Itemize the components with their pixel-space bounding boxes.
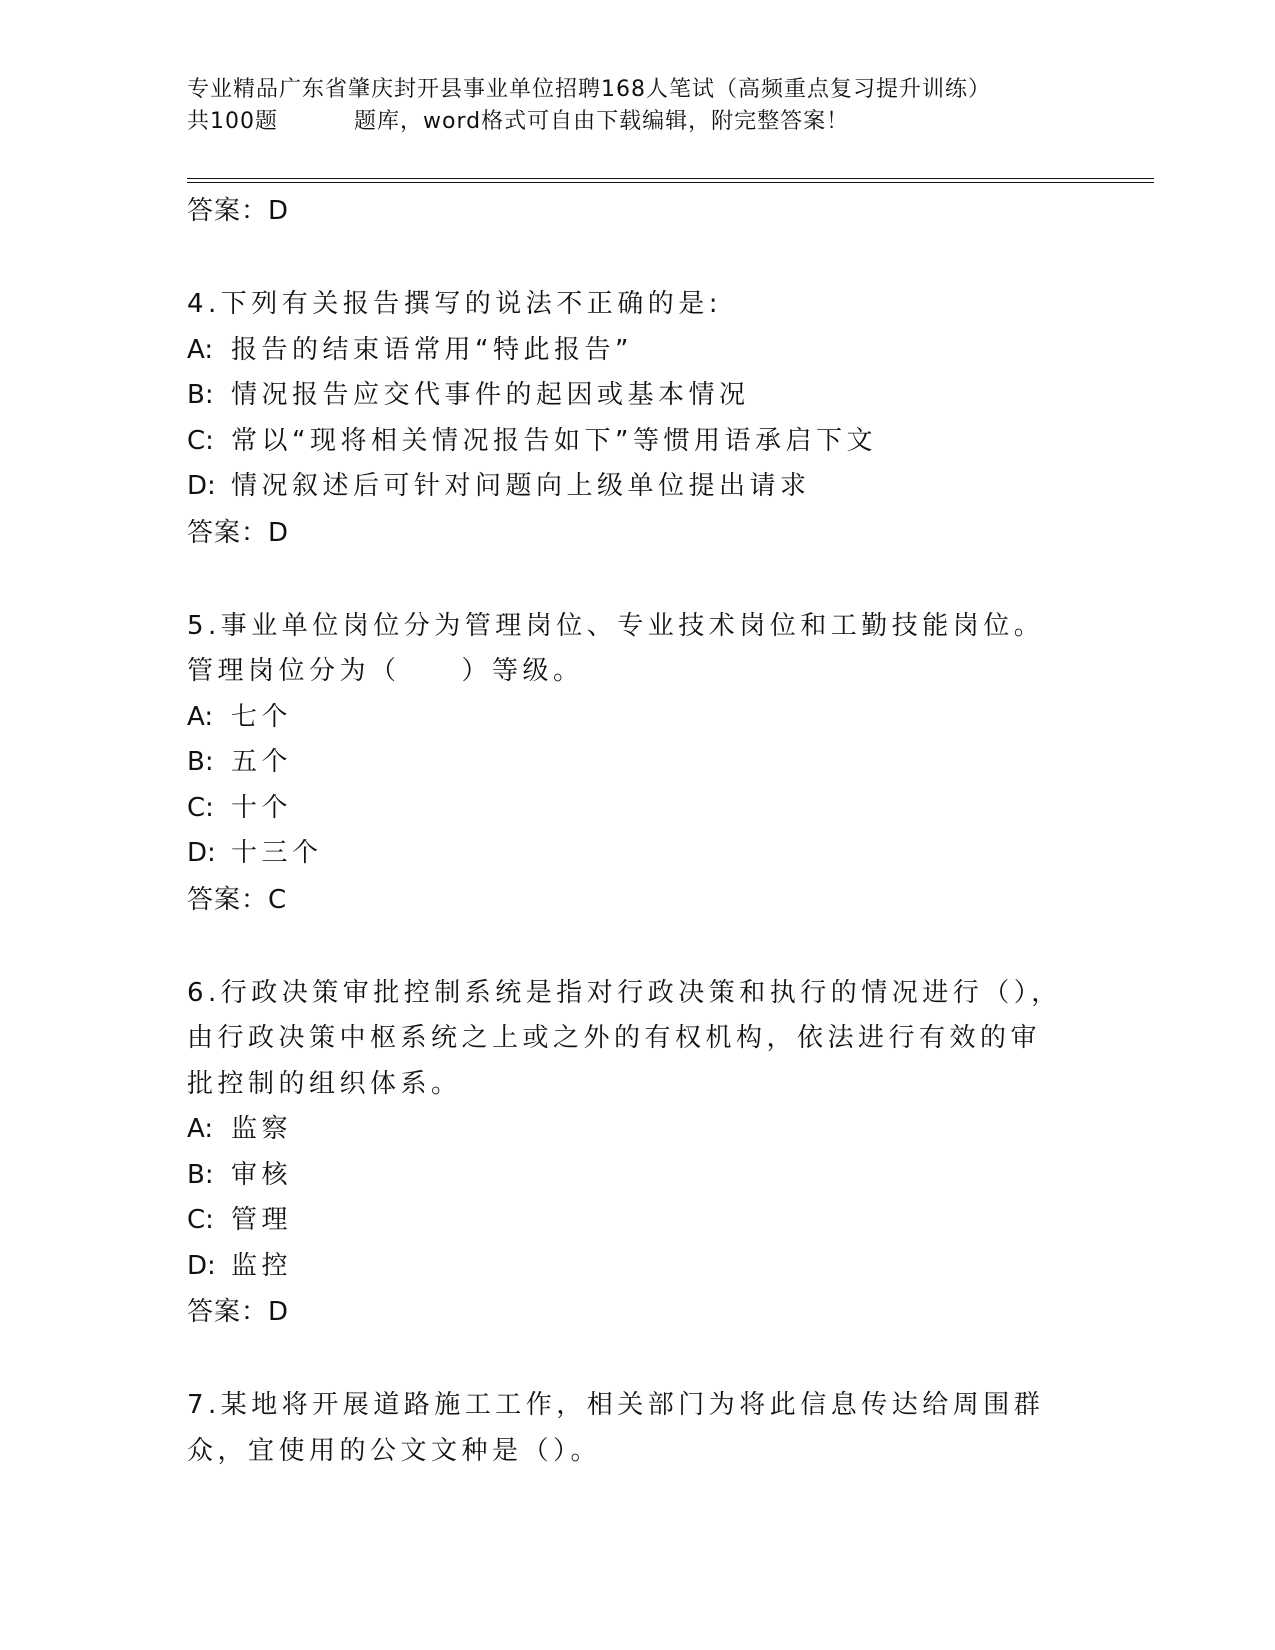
question-5 [187,604,1067,923]
option-letter: B: [187,747,214,777]
answer-line: 答案：D [187,1297,290,1327]
option-letter: C: [187,425,214,456]
question-6 [187,971,1067,1336]
question-7 [187,1383,1067,1474]
answer-line: 答案：C [187,884,288,915]
question-stem: 6.行政决策审批控制系统是指对行政决策和执行的情况进行（），由行政决策中枢系统之上或之外的有权机构，依法进行有效的审批控制的组织体系。 [187,977,1062,1099]
option-letter: C: [187,792,214,823]
option-c [187,419,1067,465]
option-text: 七个 [231,701,293,732]
option-text: 报告的结束语常用“特此报告” [231,334,633,365]
option-text: 五个 [231,747,293,777]
option-d [187,464,1067,510]
option-b [187,373,1067,419]
option-a [187,328,1067,374]
option-b [187,740,1067,786]
header-title-line: 专业精品广东省肇庆封开县事业单位招聘168人笔试（高频重点复习提升训练） [187,77,991,102]
option-letter: A: [187,701,214,732]
option-letter: A: [187,1114,214,1144]
option-letter: B: [187,1159,214,1190]
option-letter: A: [187,334,214,365]
option-d [187,831,1067,877]
carry-over-answer: 答案：D [187,196,290,226]
page-header [187,74,1057,138]
option-letter: B: [187,380,214,410]
header-divider [187,178,1154,183]
question-stem: 5.事业单位岗位分为管理岗位、专业技术岗位和工勤技能岗位。管理岗位分为（ ）等级。 [187,610,1045,686]
option-text: 情况报告应交代事件的起因或基本情况 [231,380,750,410]
option-text: 监控 [231,1250,293,1281]
option-letter: D: [187,838,216,868]
option-c [187,786,1067,832]
option-text: 管理 [231,1205,293,1235]
option-a [187,1107,1067,1153]
option-a [187,695,1067,741]
header-subtitle-line [187,106,1057,138]
option-text: 审核 [231,1159,293,1190]
option-text: 十三个 [231,838,323,868]
option-b [187,1153,1067,1199]
option-d [187,1244,1067,1290]
question-4 [187,282,1067,556]
answer-line: 答案：D [187,517,290,548]
option-text: 十个 [231,792,293,823]
question-stem: 7.某地将开展道路施工工作，相关部门为将此信息传达给周围群众，宜使用的公文文种是（）。 [187,1390,1045,1466]
document-body [187,188,1067,1522]
option-text: 情况叙述后可针对问题向上级单位提出请求 [231,471,811,501]
header-question-count: 共100题 [187,109,278,134]
option-letter: D: [187,1250,216,1281]
option-text: 监察 [231,1114,293,1144]
option-letter: D: [187,471,216,501]
header-description: 题库，word格式可自由下载编辑，附完整答案！ [354,109,850,134]
option-text: 常以“现将相关情况报告如下”等惯用语承启下文 [231,425,877,456]
question-stem: 4.下列有关报告撰写的说法不正确的是: [187,289,723,319]
option-letter: C: [187,1205,214,1235]
option-c [187,1198,1067,1244]
